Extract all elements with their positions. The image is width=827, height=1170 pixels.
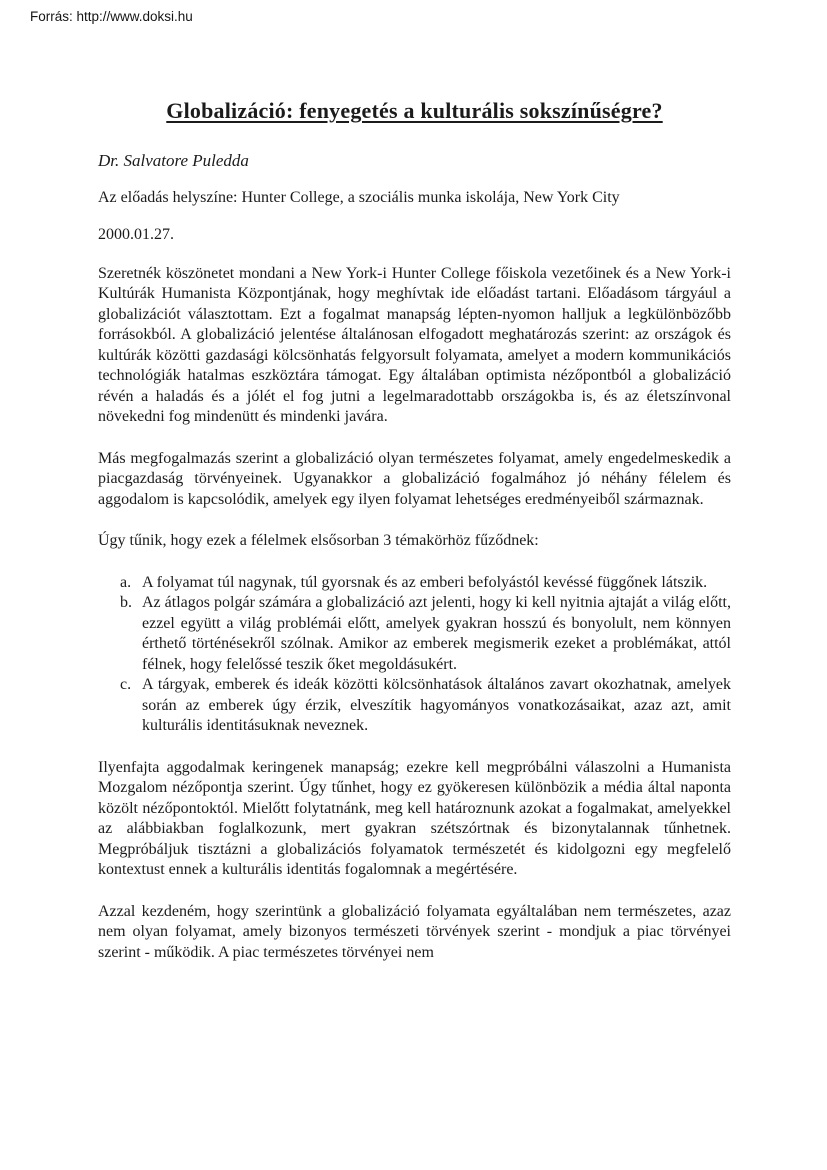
list-item-c-text: A tárgyak, emberek és ideák közötti kölcsönhatások általános zavart okozhatnak, amelyek során az emberek úgy érzik, elveszítik hagyományos vonatkozásaikat, azaz azt, amit kulturális identitásuknak neveznek. (142, 676, 731, 734)
author-line: Dr. Salvatore Puledda (98, 151, 249, 170)
venue-line: Az előadás helyszíne: Hunter College, a szociális munka iskolája, New York City (98, 188, 620, 206)
list-item-b (98, 593, 731, 675)
page-title-text: Globalizáció: fenyegetés a kulturális sokszínűségre? (166, 98, 663, 123)
page-title (98, 97, 731, 124)
paragraph-humanist-view: Ilyenfajta aggodalmak keringenek manapság; ezekre kell megpróbálni válaszolni a Humanista Mozgalom nézőpontja szerint. Úgy tűnhet, hogy ez gyökeresen különbözik a média által naponta közölt nézőpontoktól. Mielőtt folytatnánk, meg kell határoznunk azokat a fogalmakat, amelyekkel az alábbiakban foglalkozunk, mert gyakran szétszórtnak és bizonytalannak tűnhetnek. Megpróbáljuk tisztázni a globalizációs folyamatok természetét és kidolgozni egy megfelelő kontextust ennek a kulturális identitás fogalomnak a megértésére. (98, 758, 731, 878)
list-marker-b: b. (120, 594, 132, 611)
fears-list (98, 573, 731, 737)
paragraph-thanks: Szeretnék köszönetet mondani a New York-i Hunter College főiskola vezetőinek és a New York-i Kultúrák Humanista Központjának, hogy meghívtak ide előadást tartani. Előadásom tárgyául a globalizációt választottam. Ezt a fogalmat manapság lépten-nyomon halljuk a legkülönbözőbb forrásokból. A globalizáció jelentése általánosan elfogadott meghatározás szerint: az országok és kultúrák közötti gazdasági kölcsönhatás felgyorsult folyamata, amelyet a modern kommunikációs technológiák hatalmas eszköztára támogat. Egy általában optimista nézőpontból a globalizáció révén a haladás és a jólét el fog jutni a legelmaradottabb országokba is, és az életszínvonal növekedni fog mindenütt és mindenki javára. (98, 264, 731, 425)
paragraph-definition: Más megfogalmazás szerint a globalizáció olyan természetes folyamat, amely engedelmeskedik a piacgazdaság törvényeinek. Ugyanakkor a globalizáció fogalmához jó néhány félelem és aggodalom is kapcsolódik, amelyek egy ilyen folyamat lehetséges eredményeiből származnak. (98, 449, 731, 508)
document-content (98, 97, 731, 984)
list-item-a-text: A folyamat túl nagynak, túl gyorsnak és az emberi befolyástól kevéssé függőnek látszik. (142, 573, 708, 591)
list-marker-c: c. (120, 676, 132, 693)
list-item-c (98, 675, 731, 737)
list-item-b-text: Az átlagos polgár számára a globalizáció azt jelenti, hogy ki kell nyitnia ajtaját a világ előtt, ezzel együtt a világ problémái előtt, amelyek gyakran hosszú és bonyolult, nem könnyen érthető történésekről szólnak. Amikor az emberek megismerik ezeket a problémákat, attól félnek, hogy felelőssé teszik őket megoldásukért. (142, 594, 731, 673)
source-url-note: Forrás: http://www.doksi.hu (30, 9, 193, 24)
date-line: 2000.01.27. (98, 226, 174, 243)
list-intro-line: Úgy tűnik, hogy ezek a félelmek elsősorban 3 témakörhöz fűződnek: (98, 532, 539, 549)
paragraph-market-laws: Azzal kezdeném, hogy szerintünk a globalizáció folyamata egyáltalában nem természetes, azaz nem olyan folyamat, amely bizonyos természeti törvények szerint - mondjuk a piac törvényei szerint - működik. A piac természetes törvényei nem (98, 902, 731, 961)
list-marker-a: a. (120, 573, 132, 591)
list-item-a (98, 573, 731, 594)
